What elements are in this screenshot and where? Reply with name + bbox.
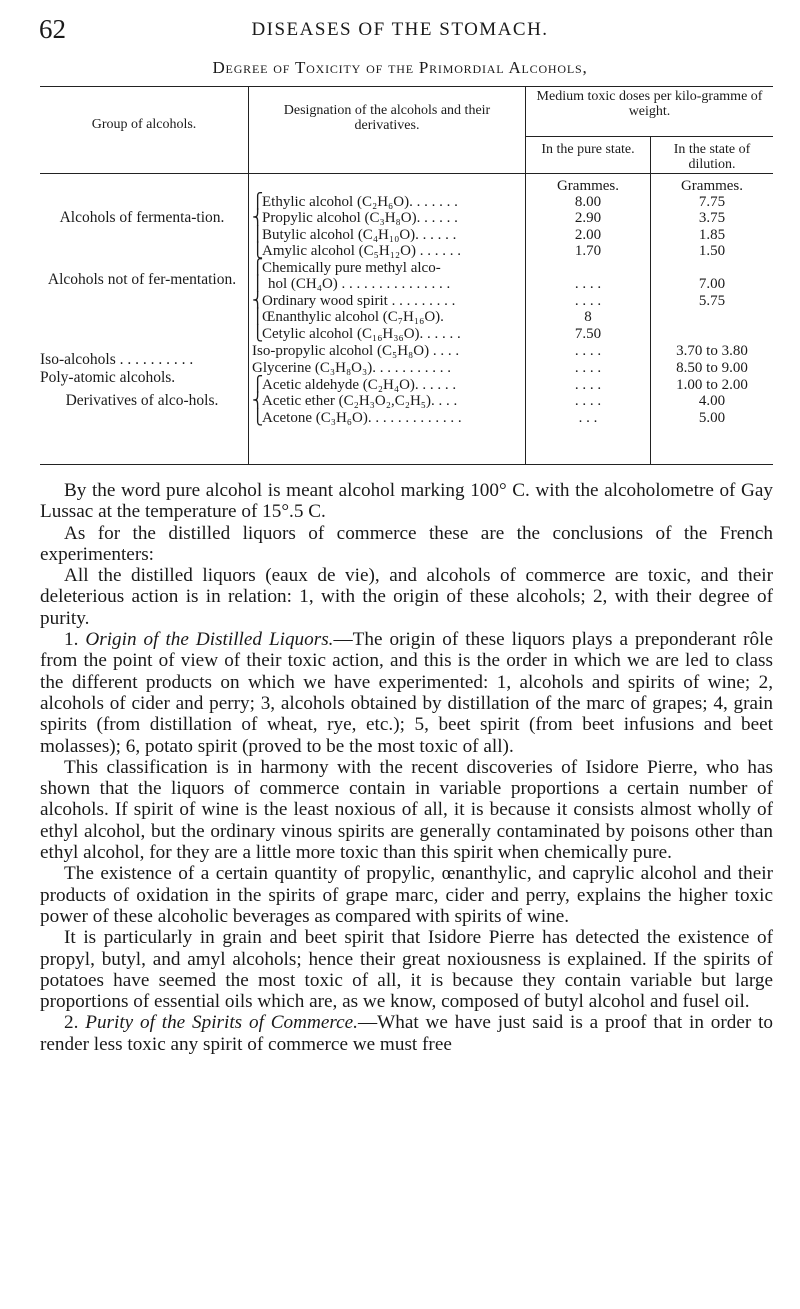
paragraph-distilled-liquors: All the distilled liquors (eaux de vie), and alcohols of commerce are toxic, and their deleterious action is in relation: 1, with the origin of these alcohols; 2, with their degree of purity. [40, 565, 773, 629]
row-amylic: Amylic alcohol (C₅H₁₂O) . . . . . . [262, 243, 461, 259]
paragraph-classification: This classification is in harmony with the recent discoveries of Isidore Pierre, who has shown that the liquors of commerce contain in variable proportions a certain number of alcohols. If spirit of wine is the least noxious of all, it is because it consists almost wholly of ethyl alcohol, but the ordinary vinous spirits are generally contaminated by poisons other than ethyl alcohol, for they are a little more toxic than this spirit when chemically pure. [40, 756, 773, 864]
row-ethylic: Ethylic alcohol (C₂H₆O). . . . . . . [262, 194, 458, 210]
paragraph-pure-alcohol: By the word pure alcohol is meant alcohol marking 100° C. with the alcoholometre of Gay Lussac at the temperature of 15°.5 C. [40, 480, 773, 523]
dilution-acetone: 5.00 [698, 410, 726, 426]
header-group: Group of alcohols. [91, 117, 197, 132]
paragraph-conclusions-intro: As for the distilled liquors of commerce these are the conclusions of the French experimenters: [40, 522, 773, 565]
unit-dilution: Grammes. [680, 178, 744, 194]
pure-propylic: 2.90 [574, 210, 602, 226]
header-designation: Designation of the alcohols and their derivatives. [283, 103, 491, 133]
page-number: 62 [39, 14, 66, 44]
dilution-methyl: 7.00 [698, 276, 726, 292]
table-bottom-rule [40, 464, 773, 465]
dilution-wood-spirit: 5.75 [698, 293, 726, 309]
paragraph-purity [40, 1012, 773, 1055]
row-glycerine: Glycerine (C₃H₈O₃). . . . . . . . . . . [252, 360, 451, 376]
row-acetone: Acetone (C₃H₆O). . . . . . . . . . . . . [262, 410, 462, 426]
pure-acetone: . . . [578, 410, 598, 426]
origin-number: 1. [64, 629, 86, 651]
origin-text: —The origin of these liquors plays a preponderant rôle from the point of view of their toxic action, and this is the order in which we are led to class the different products on which we have experimented: 1, alcohols and spirits of wine; 2, alcohols of cider and perry; 3, alcohols obtained by distillation of the marc of grapes; 4, grain spirits (from distillation of wheat, rye, etc.); 5, beet spirit (from beet infusions and beet molasses); 6, potato spirit (proved to be the most toxic of all). [40, 629, 773, 757]
table-col-rule-3 [650, 136, 651, 464]
purity-text: —What we have just said is a proof that in order to render less toxic any spirit of commerce we must free [40, 1012, 773, 1055]
pure-acetic-aldehyde: . . . . [574, 377, 602, 393]
row-butylic: Butylic alcohol (C₄H₁₀O). . . . . . [262, 227, 457, 243]
row-wood-spirit: Ordinary wood spirit . . . . . . . . . [262, 293, 456, 309]
group-derivatives: Derivatives of alco-hols. [65, 392, 219, 409]
table-header-rule [40, 173, 773, 174]
group-iso-alcohols: Iso-alcohols . . . . . . . . . . [40, 351, 194, 368]
purity-number: 2. [64, 1012, 86, 1034]
brace-fermentation: ⎧ ⎨ ⎪ ⎩ [252, 194, 264, 260]
pure-oenanthylic: 8 [584, 309, 592, 325]
dilution-butylic: 1.85 [698, 227, 726, 243]
pure-ethylic: 8.00 [574, 194, 602, 210]
header-medium-doses: Medium toxic doses per kilo-gramme of weight. [536, 89, 763, 119]
dilution-acetic-ether: 4.00 [698, 393, 726, 409]
pure-amylic: 1.70 [574, 243, 602, 259]
pure-methyl: . . . . [574, 276, 602, 292]
toxicity-table [40, 86, 773, 468]
pure-acetic-ether: . . . . [574, 393, 602, 409]
row-acetic-aldehyde: Acetic aldehyde (C₂H₄O). . . . . . [262, 377, 457, 393]
table-subheader-rule [525, 136, 773, 137]
paragraph-propylic: The existence of a certain quantity of propylic, œnanthylic, and caprylic alcohol and their products of oxidation in the spirits of grape marc, cider and perry, explains the higher toxic power of these alcoholic beverages as compared with spirits of wine. [40, 863, 773, 927]
pure-wood-spirit: . . . . [574, 293, 602, 309]
dilution-propylic: 3.75 [698, 210, 726, 226]
paragraph-origin [40, 629, 773, 757]
pure-glycerine: . . . . [574, 360, 602, 376]
header-dilution: In the state of dilution. [673, 142, 751, 172]
group-fermentation: Alcohols of fermenta-tion. [59, 209, 225, 226]
dilution-glycerine: 8.50 to 9.00 [676, 360, 748, 376]
pure-butylic: 2.00 [574, 227, 602, 243]
brace-non-fermentation: ⎧ ⎪ ⎨ ⎪ ⎩ [252, 260, 264, 342]
row-methyl: Chemically pure methyl alco- [262, 260, 441, 276]
table-col-rule-1 [248, 86, 249, 464]
table-col-rule-2 [525, 86, 526, 464]
dilution-iso-propylic: 3.70 to 3.80 [676, 343, 748, 359]
pure-iso-propylic: . . . . [574, 343, 602, 359]
row-cetylic: Cetylic alcohol (C₁₆H₃₆O). . . . . . [262, 326, 461, 342]
table-title: Degree of Toxicity of the Primordial Alcohols, [212, 58, 588, 77]
dilution-acetic-aldehyde: 1.00 to 2.00 [676, 377, 748, 393]
table-top-rule [40, 86, 773, 87]
row-methyl-cont: hol (CH₄O) . . . . . . . . . . . . . . . [268, 276, 451, 292]
group-non-fermentation: Alcohols not of fer-mentation. [47, 271, 237, 288]
row-oenanthylic: Œnanthylic alcohol (C₇H₁₆O). [262, 309, 444, 325]
body-text [40, 480, 773, 1055]
purity-heading: Purity of the Spirits of Commerce. [85, 1012, 358, 1034]
unit-pure: Grammes. [556, 178, 620, 194]
header-pure-state: In the pure state. [541, 142, 635, 157]
brace-derivatives: ⎧ ⎨ ⎩ [252, 377, 264, 426]
running-head: DISEASES OF THE STOMACH. [251, 19, 549, 40]
row-acetic-ether: Acetic ether (C₂H₃O₂,C₂H₅). . . . [262, 393, 458, 409]
origin-heading: Origin of the Distilled Liquors. [85, 629, 334, 651]
row-iso-propylic: Iso-propylic alcohol (C₅H₈O) . . . . [252, 343, 460, 359]
paragraph-grain-beet: It is particularly in grain and beet spirit that Isidore Pierre has detected the existence of propyl, butyl, and amyl alcohols; hence their great noxiousness is explained. If the spirits of potatoes have seemed the most toxic of all, it is because they contain variable but large proportions of essential oils which are, as we know, composed of butyl alcohol and fusel oil. [40, 927, 773, 1013]
dilution-ethylic: 7.75 [698, 194, 726, 210]
row-propylic: Propylic alcohol (C₃H₈O). . . . . . [262, 210, 458, 226]
pure-cetylic: 7.50 [574, 326, 602, 342]
dilution-amylic: 1.50 [698, 243, 726, 259]
group-poly-atomic: Poly-atomic alcohols. [40, 369, 176, 386]
